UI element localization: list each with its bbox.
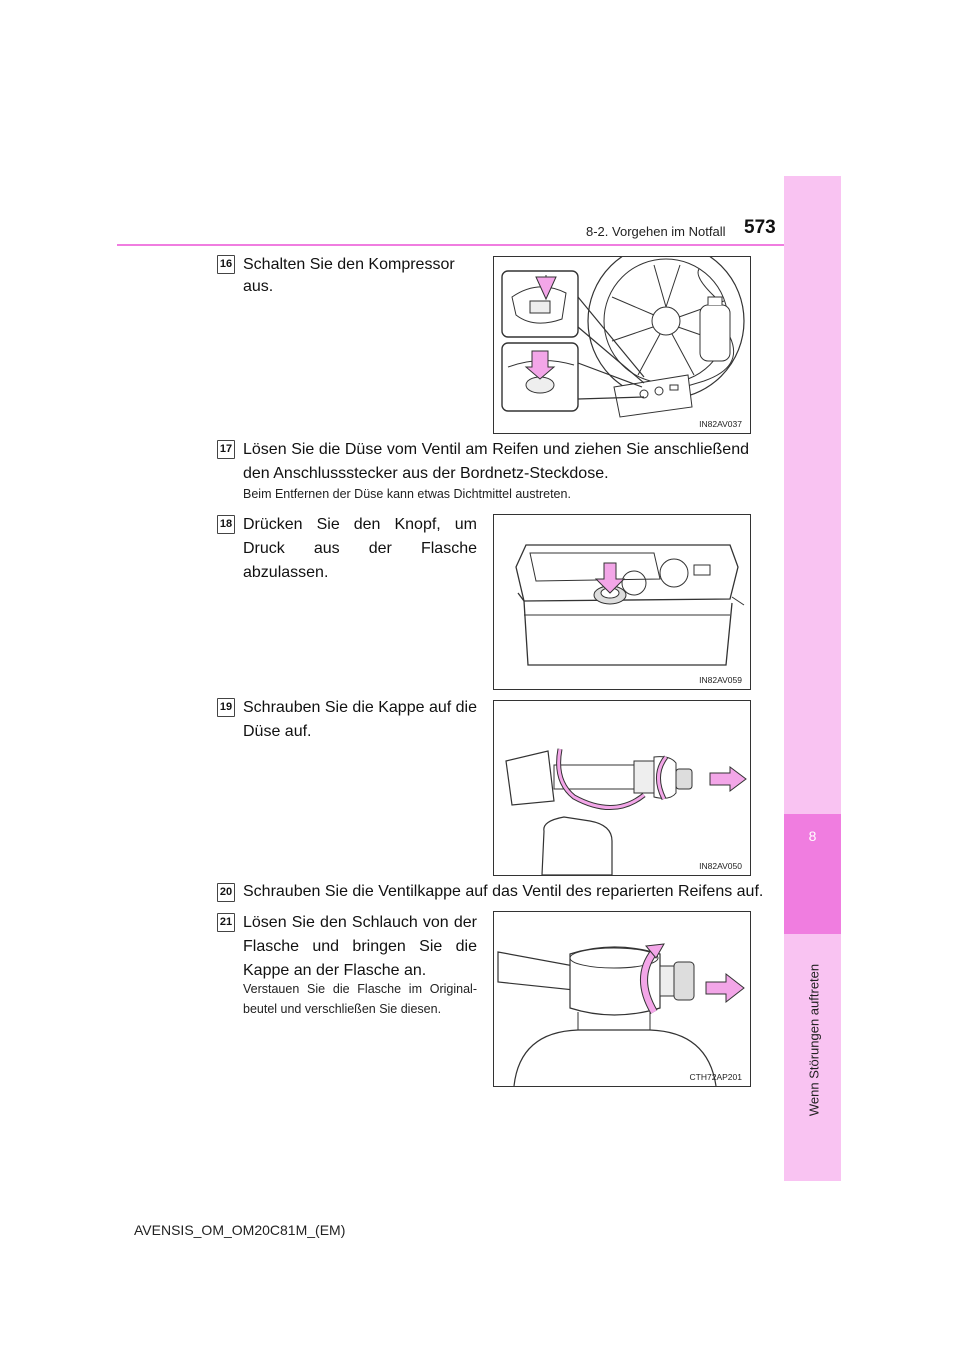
- figure-code: IN82AV037: [699, 419, 742, 429]
- figure-release-pressure: [493, 514, 751, 690]
- step-18-text: Drücken Sie den Knopf, um Druck aus der Flasche abzulassen.: [243, 516, 477, 581]
- figure-bottle-cap: [493, 911, 751, 1087]
- step-17-note: Beim Entfernen der Düse kann etwas Dichtmittel austreten.: [243, 487, 571, 501]
- section-title: 8-2. Vorgehen im Notfall: [586, 224, 726, 239]
- compressor-switch-illustration: [494, 257, 750, 433]
- step-number-20: 20: [217, 883, 235, 902]
- step-19-text: Schrauben Sie die Kappe auf die Düse auf.: [243, 699, 477, 740]
- step-20-text: Schrauben Sie die Ventilkappe auf das Ventil des reparierten Reifens auf.: [243, 883, 764, 900]
- figure-compressor-off: [493, 256, 751, 434]
- step-number-21: 21: [217, 913, 235, 932]
- step-number-19: 19: [217, 698, 235, 717]
- document-id: AVENSIS_OM_OM20C81M_(EM): [134, 1222, 346, 1238]
- figure-code: CTH72AP201: [689, 1072, 742, 1082]
- pressure-button-illustration: [494, 515, 750, 689]
- step-17-text: Lösen Sie die Düse vom Ventil am Reifen und ziehen Sie anschließend den Anschlussstecker aus der Bordnetz-Steckdose.: [243, 441, 749, 482]
- step-21-note: Verstauen Sie die Flasche im Original-beutel und verschließen Sie diesen.: [243, 982, 477, 1016]
- nozzle-cap-illustration: [494, 701, 750, 875]
- figure-cap-nozzle: [493, 700, 751, 876]
- step-number-18: 18: [217, 515, 235, 534]
- figure-code: IN82AV050: [699, 861, 742, 871]
- chapter-title: Wenn Störungen auftreten: [806, 963, 822, 1117]
- header-rule: [117, 244, 784, 246]
- step-21-text: Lösen Sie den Schlauch von der Flasche und bringen Sie die Kappe an der Flasche an.: [243, 914, 477, 979]
- figure-code: IN82AV059: [699, 675, 742, 685]
- step-number-17: 17: [217, 440, 235, 459]
- step-number-16: 16: [217, 255, 235, 274]
- page-number: 573: [744, 217, 776, 238]
- chapter-number: 8: [808, 828, 817, 844]
- step-16-text: Schalten Sie den Kompressor aus.: [243, 256, 455, 295]
- bottle-cap-illustration: [494, 912, 750, 1086]
